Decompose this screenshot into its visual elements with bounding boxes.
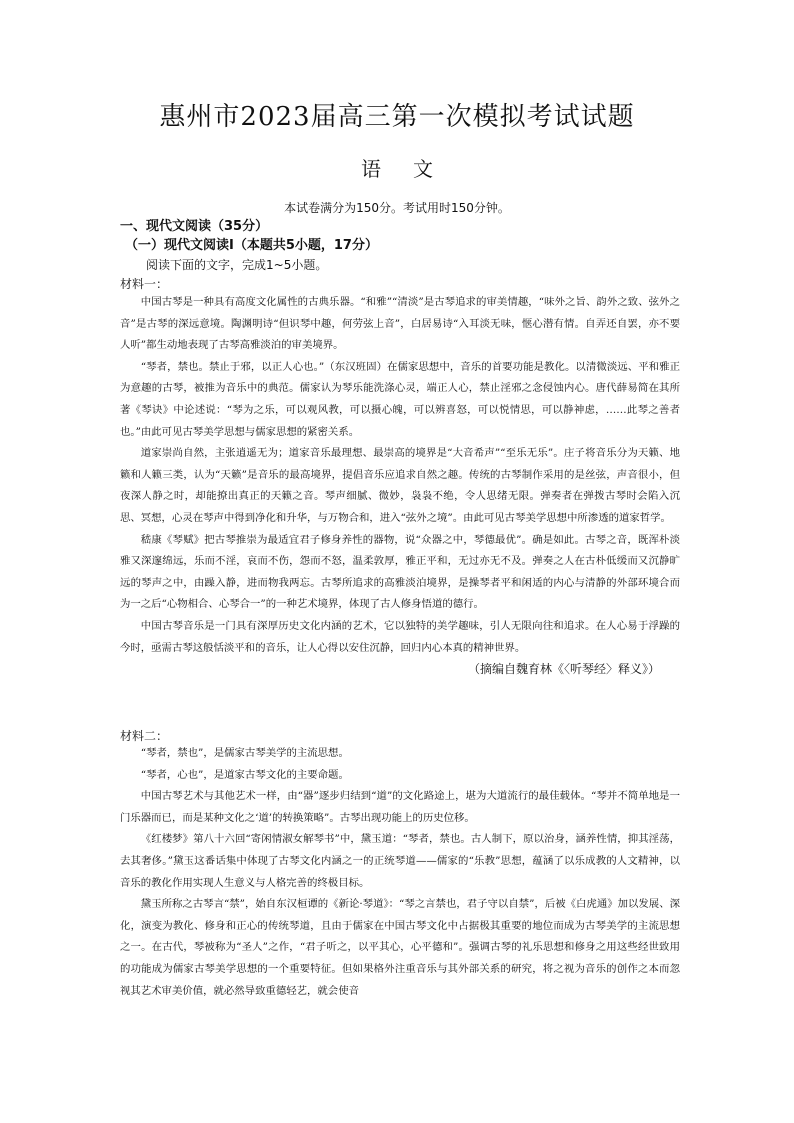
material-1-paragraph: 嵇康《琴赋》把古琴推崇为最适宜君子修身养性的器物，说“众器之中，琴德最优”。确是如此。古琴之音，既浑朴淡雅又深邃绵远，乐而不淫，哀而不伤，怨而不怒，温柔敦厚，雅正平和，无过亦无不及。弹奏之人在古朴低缓而又沉静旷远的琴声之中，由躁入静，进而物我两忘。古琴所追求的高雅淡泊境界，是操琴者平和闲适的内心与清静的外部环境合而为一之后“心物相合、心琴合一”的一种艺术境界，体现了古人修身悟道的德行。 xyxy=(120,533,680,611)
material-2-body xyxy=(120,743,680,1002)
material-1-source: （摘编自魏育林《〈听琴经〉释义》） xyxy=(467,662,660,677)
material-1-label: 材料一： xyxy=(120,277,169,291)
subject-title xyxy=(0,155,794,183)
subject-char-2: 文 xyxy=(413,157,433,181)
material-2-paragraph: 《红楼梦》第八十六回“寄闲情淑女解琴书”中，黛玉道：“琴者，禁也。古人制下，原以治身，涵养性情，抑其淫荡，去其奢侈。”黛玉这番话集中体现了古琴文化内涵之一的正统琴道——儒家的“乐教”思想，蕴涵了以乐成教的人文精神，以音乐的教化作用实现人生意义与人格完善的终极目标。 xyxy=(120,833,680,889)
material-2-label: 材料二： xyxy=(120,729,169,743)
reading-instruction: 阅读下面的文字，完成1~5小题。 xyxy=(146,258,328,272)
exam-info: 本试卷满分为150分。考试用时150分钟。 xyxy=(284,201,510,215)
material-2-paragraph: “琴者，心也”，是道家古琴文化的主要命题。 xyxy=(140,768,349,781)
material-1-paragraph: 道家崇尚自然，主张逍遥无为；道家音乐最理想、最崇高的境界是“大音希声”“至乐无乐”。庄子将音乐分为天籁、地籁和人籁三类，认为“天籁”是音乐的最高境界，提倡音乐应追求自然之趣。传统的古琴制作采用的是丝弦，声音很小，但夜深人静之时，却能撩出真正的天籁之音。琴声细腻、微妙，袅袅不绝，令人思绪无限。弹奏者在弹拨古琴时会陷入沉思、冥想，心灵在琴声中得到净化和升华，与万物合和，进入“弦外之境”。由此可见古琴美学思想中所渗透的道家哲学。 xyxy=(120,447,680,524)
material-1-body xyxy=(120,292,680,681)
material-2-paragraph: “琴者，禁也”，是儒家古琴美学的主流思想。 xyxy=(140,747,349,759)
section-subheading: （一）现代文阅读Ⅰ（本题共5小题，17分） xyxy=(125,238,378,253)
material-2-paragraph: 黛玉所称之古琴言“禁”，始自东汉桓谭的《新论·琴道》：“琴之言禁也，君子守以自禁”，后被《白虎通》加以发展、深化，演变为教化、修身和正心的传统琴道，且由于儒家在中国古琴文化中占据极其重要的地位而成为古琴美学的主流思想之一。在古代，琴被称为“圣人”之作，“君子听之，以平其心，心平德和”。强调古琴的礼乐思想和修身之用这些经世致用的功能成为儒家古琴美学思想的一个重要特征。但如果格外注重音乐与其外部关系的研究，将之视为音乐的创作之本而忽视其艺术审美价值，就必然导致重德轻艺，就会使音 xyxy=(120,898,680,997)
subject-char-1: 语 xyxy=(361,157,381,181)
material-2-paragraph: 中国古琴艺术与其他艺术一样，由“器”逐步归结到“道”的文化路途上，堪为大道流行的最佳载体。“琴并不简单地是一门乐器而已，而是某种文化之‘道’的转换策略”。古琴出现功能上的历史位移。 xyxy=(120,790,680,824)
section-heading: 一、现代文阅读（35分） xyxy=(120,219,269,234)
material-1-paragraph: “琴者，禁也。禁止于邪，以正人心也。”（东汉班固）在儒家思想中，音乐的首要功能是教化。以清微淡远、平和雅正为意趣的古琴，被推为音乐中的典范。儒家认为琴乐能洗涤心灵，端正人心，禁止淫邪之念侵蚀内心。唐代薛易简在其所著《琴诀》中论述说：“琴为之乐，可以观风教，可以摄心魄，可以辨喜怒，可以悦情思，可以静神虑，……此琴之善者也。”由此可见古琴美学思想与儒家思想的紧密关系。 xyxy=(120,360,680,438)
exam-title: 惠州市2023届高三第一次模拟考试试题 xyxy=(159,102,635,132)
material-1-paragraph: 中国古琴音乐是一门具有深厚历史文化内涵的艺术，它以独特的美学趣味，引人无限向往和追求。在人心易于浮躁的今时，亟需古琴这般恬淡平和的音乐，让人心得以安住沉静，回归内心本真的精神世界。 xyxy=(120,619,680,654)
material-1-paragraph: 中国古琴是一种具有高度文化属性的古典乐器。“和雅”“清淡”是古琴追求的审美情趣，“味外之旨、韵外之致、弦外之音”是古琴的深远意境。陶渊明诗“但识琴中趣，何劳弦上音”，白居易诗“入耳淡无味，惬心潜有情。自弄还自罢，亦不要人听”都生动地表现了古琴高雅淡泊的审美境界。 xyxy=(120,296,680,352)
